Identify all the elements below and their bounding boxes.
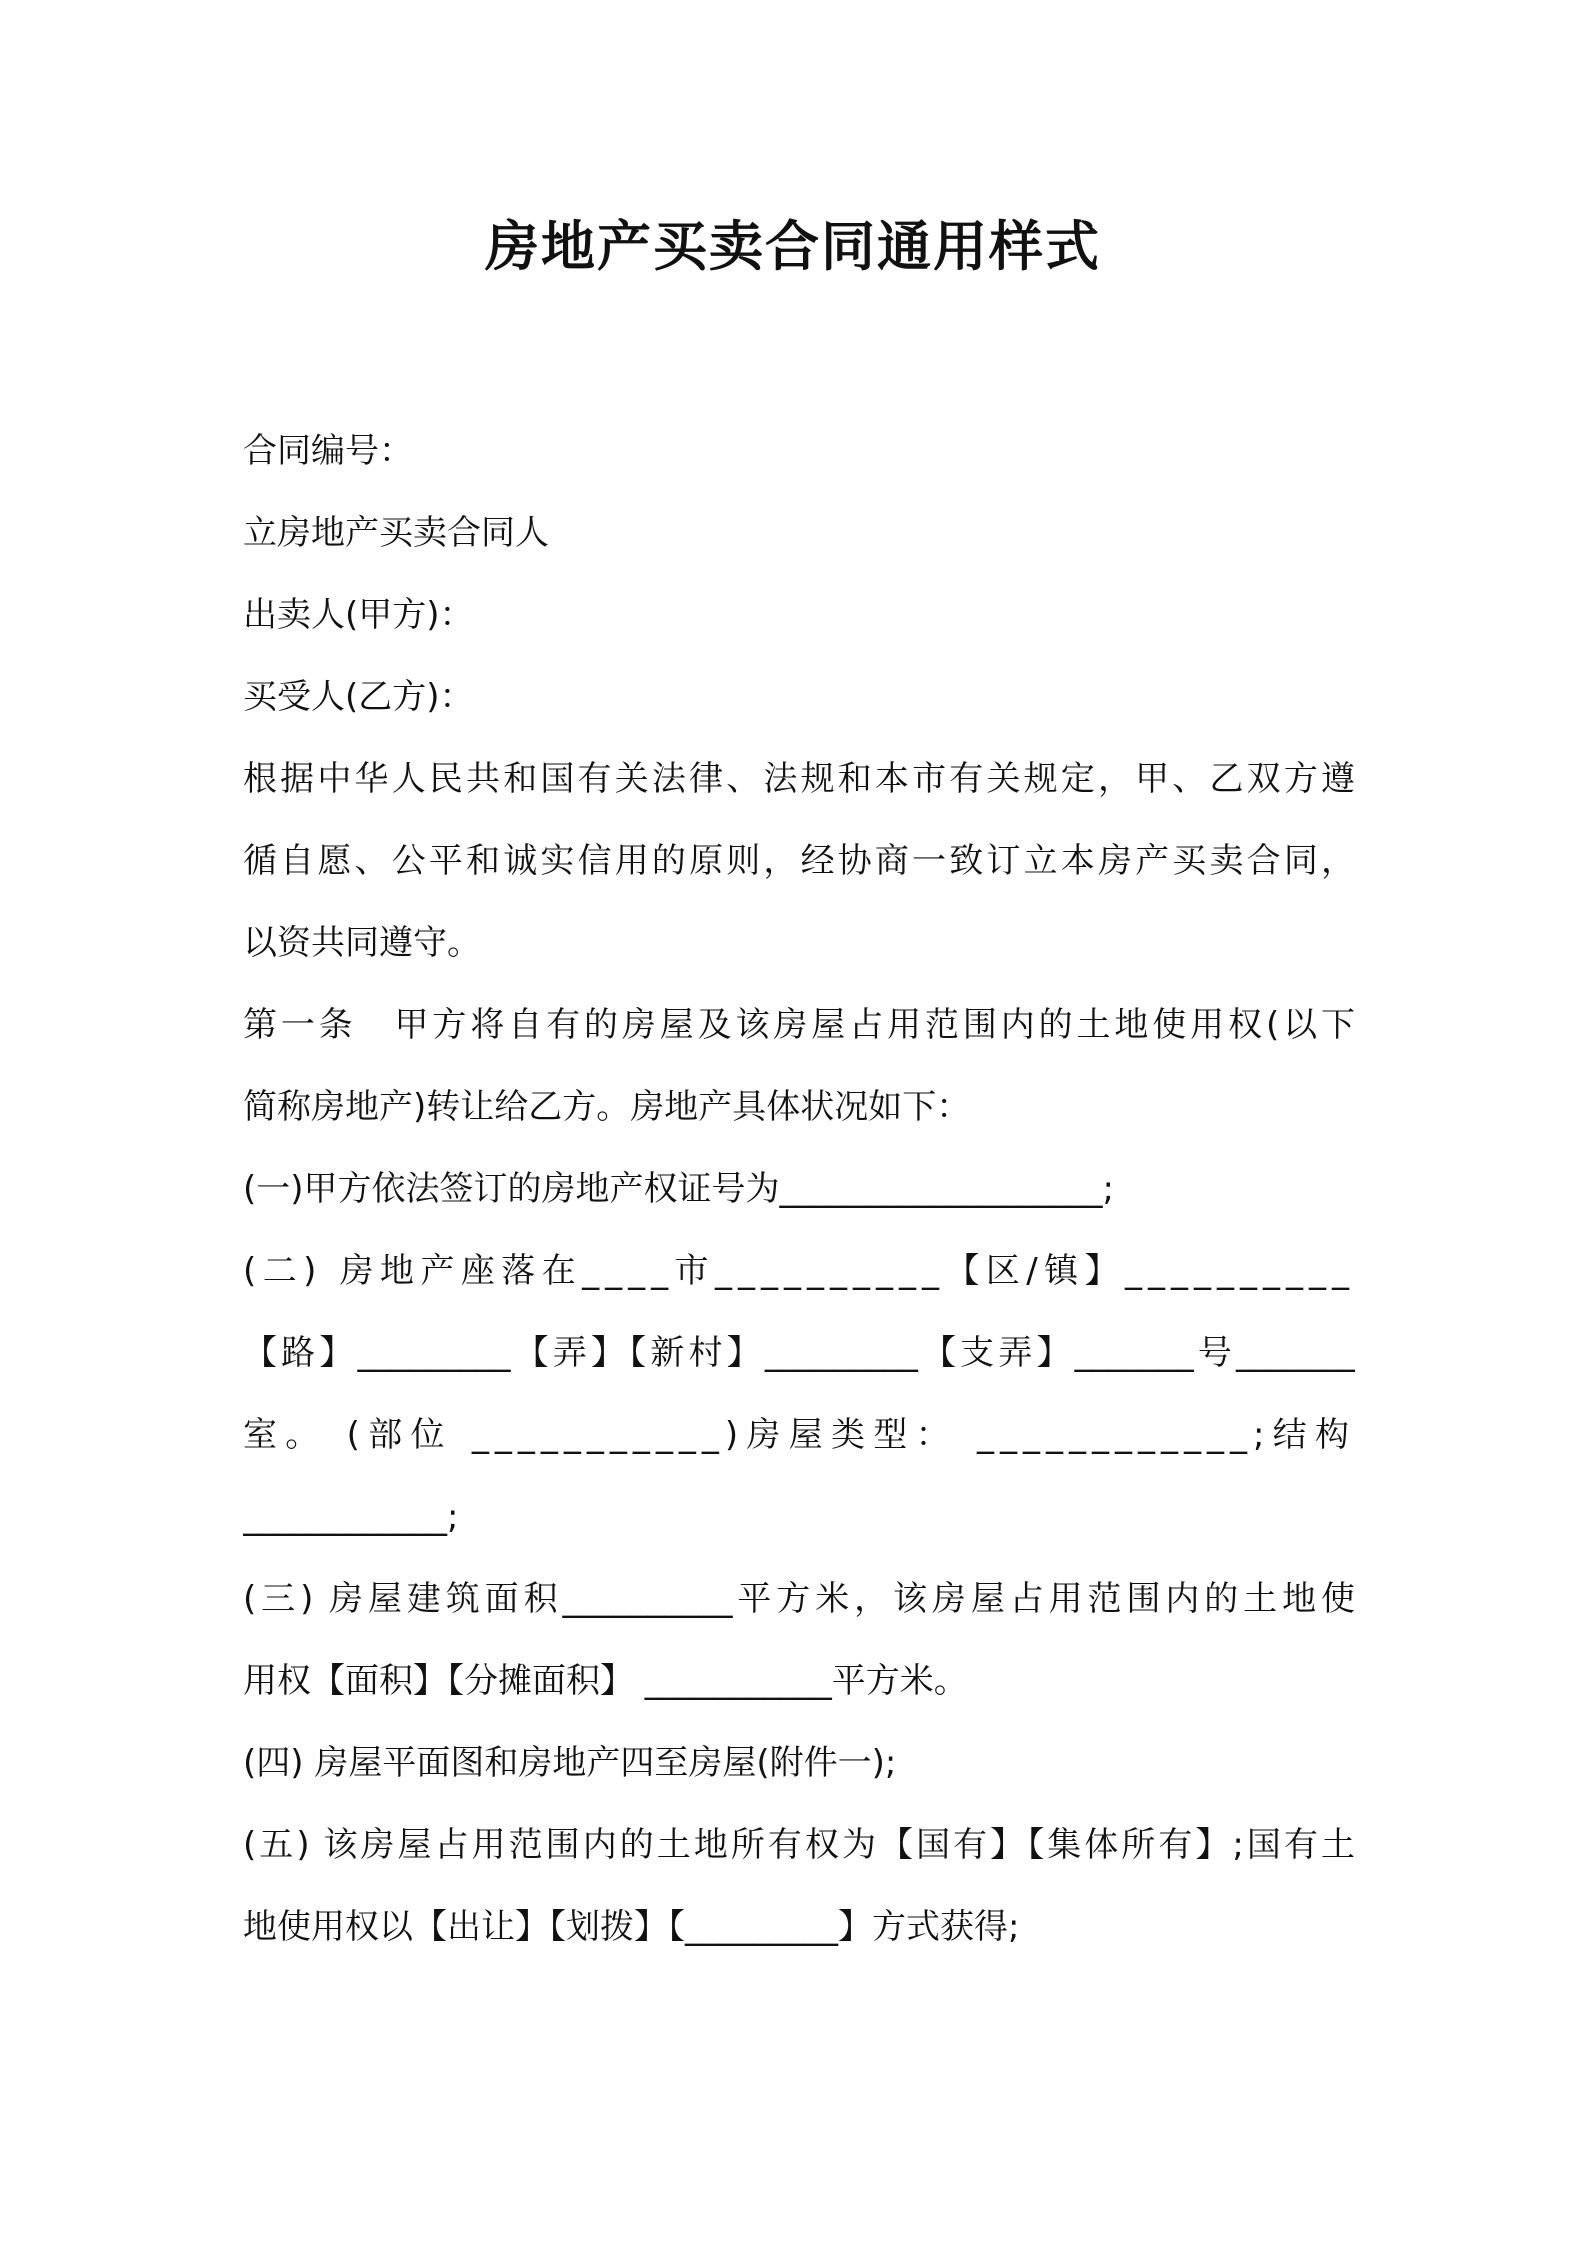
- preamble-line-2: 循自愿、公平和诚实信用的原则，经协商一致订立本房产买卖合同，: [243, 841, 1355, 881]
- document-title: 房地产买卖合同通用样式: [485, 215, 1101, 278]
- item-two-line-1: (二) 房地产座落在____市__________【区/镇】__________: [243, 1251, 1355, 1291]
- item-four-line: (四) 房屋平面图和房地产四至房屋(附件一);: [243, 1743, 897, 1783]
- document-body: [243, 410, 1355, 1968]
- article-one-line-1: 第一条 甲方将自有的房屋及该房屋占用范围内的土地使用权(以下: [243, 1005, 1355, 1045]
- item-two-line-3: 室。 (部位 ___________)房屋类型： ____________;结构: [243, 1415, 1355, 1455]
- item-three-line-2: 用权【面积】【分摊面积】 ___________平方米。: [243, 1661, 968, 1701]
- item-five-line-1: (五) 该房屋占用范围内的土地所有权为【国有】【集体所有】;国有土: [243, 1825, 1355, 1865]
- buyer-line: 买受人(乙方)：: [243, 677, 474, 717]
- item-five-line-2: 地使用权以【出让】【划拨】【_________】方式获得;: [243, 1907, 1020, 1947]
- item-one-line: (一)甲方依法签订的房地产权证号为___________________;: [243, 1169, 1114, 1209]
- article-one-line-2: 简称房地产)转让给乙方。房地产具体状况如下：: [243, 1087, 971, 1127]
- preamble-line-1: 根据中华人民共和国有关法律、法规和本市有关规定，甲、乙双方遵: [243, 759, 1355, 799]
- preamble-line-3: 以资共同遵守。: [243, 923, 481, 963]
- item-two-line-4: ____________;: [243, 1497, 459, 1537]
- item-three-line-1: (三) 房屋建筑面积__________平方米，该房屋占用范围内的土地使: [243, 1579, 1355, 1619]
- seller-line: 出卖人(甲方)：: [243, 595, 474, 635]
- contracting-parties-line: 立房地产买卖合同人: [243, 513, 549, 553]
- item-two-line-2: 【路】_________【弄】【新村】_________【支弄】_______号_______: [243, 1333, 1355, 1373]
- contract-number-line: 合同编号：: [243, 431, 413, 471]
